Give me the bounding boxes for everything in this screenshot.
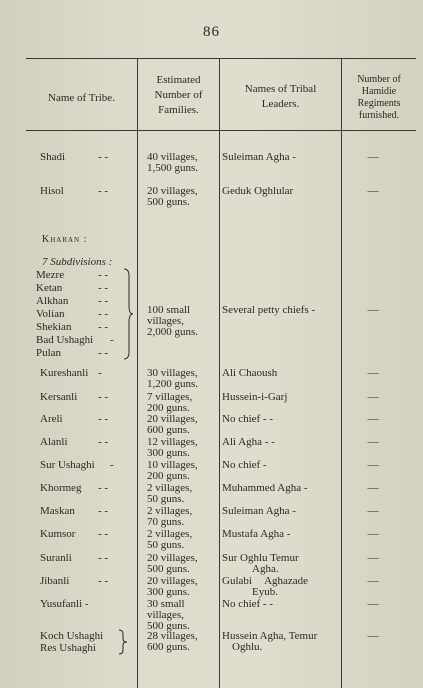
subdivision-name: Volian [36, 308, 65, 320]
leader-name: No chief - - [222, 598, 274, 610]
leader-dots: - - [98, 151, 109, 163]
regiments-value: — [367, 575, 379, 587]
table-top-rule [26, 58, 416, 59]
header-families: Estimated Number of Families. [154, 74, 203, 116]
subdivision-name: Bad Ushaghi [36, 334, 94, 346]
leader-name: Muhammed Agha - [222, 482, 308, 494]
regiments-value: — [367, 185, 379, 197]
families-value: 2 villages, 70 guns. [147, 505, 193, 528]
tribe-name: Kumsor [40, 528, 76, 540]
regiments-value: — [367, 552, 379, 564]
regiments-value: — [367, 630, 379, 642]
column-divider-3 [341, 58, 342, 688]
leader-dots: - - [98, 436, 109, 448]
leader-dots: - - [98, 321, 109, 333]
leader-name: Suleiman Agha - [222, 505, 296, 517]
leader-dots: - - [98, 505, 109, 517]
leader-dots: - - [98, 528, 109, 540]
column-divider-1 [137, 58, 138, 688]
families-value: 2 villages, 50 guns. [147, 482, 193, 505]
kharan-heading: Kharan : [42, 234, 88, 245]
tribe-name: Yusufanli - [40, 598, 89, 610]
leader-name: Geduk Oghlular [222, 185, 294, 197]
families-value: 20 villages, 600 guns. [147, 413, 198, 436]
families-value: 20 villages, 500 guns. [147, 552, 198, 575]
header-bottom-rule [26, 130, 416, 131]
leader-name: Ali Agha - - [222, 436, 275, 448]
regiments-value: — [367, 367, 379, 379]
families-value: 10 villages, 200 guns. [147, 459, 198, 482]
families-value: 2 villages, 50 guns. [147, 528, 193, 551]
leader-name: Gulabi Aghazade Eyub. [222, 575, 309, 598]
tribe-name: Suranli [40, 552, 72, 564]
families-value: 12 villages, 300 guns. [147, 436, 198, 459]
leader-dots: - - [98, 185, 109, 197]
leader-name: Sur Oghlu Temur Agha. [222, 552, 299, 575]
leader-name: No chief - - [222, 413, 274, 425]
tribe-name: Sur Ushaghi [40, 459, 95, 471]
families-value: 40 villages, 1,500 guns. [147, 151, 199, 174]
regiments-value: — [367, 528, 379, 540]
regiments-value: — [367, 459, 379, 471]
leader-dots: - - [98, 391, 109, 403]
tribe-name: Kersanli [40, 391, 78, 403]
leader-dots: - - [98, 575, 109, 587]
subdivision-name: Pulan [36, 347, 62, 359]
families-value: 20 villages, 300 guns. [147, 575, 198, 598]
tribe-name: Koch Ushaghi [40, 630, 104, 642]
subdivision-name: Ketan [36, 282, 63, 294]
subdivision-name: Alkhan [36, 295, 69, 307]
regiments-value: — [367, 391, 379, 403]
leader-dots: - - [98, 413, 109, 425]
leader-name: Suleiman Agha - [222, 151, 296, 163]
leader-name: Hussein-i-Garj [222, 391, 288, 403]
leader-name: No chief - [222, 459, 267, 471]
families-value: 30 villages, 1,200 guns. [147, 367, 199, 390]
regiments-value: — [367, 304, 379, 316]
tribe-name: Jibanli [40, 575, 70, 587]
subdivision-name: Mezre [36, 269, 65, 281]
leader-dots: - - [98, 295, 109, 307]
families-value: 100 small villages, 2,000 guns. [147, 304, 199, 338]
tribe-name: Shadi [40, 151, 66, 163]
leader-name: Hussein Agha, Temur Oghlu. [222, 630, 318, 653]
leader-dots: - [110, 459, 114, 471]
tribe-name: Res Ushaghi [40, 642, 96, 654]
header-leaders: Names of Tribal Leaders. [244, 83, 317, 110]
leader-dots: - - [98, 482, 109, 494]
header-tribe: Name of Tribe. [48, 92, 115, 104]
leader-name: Mustafa Agha - [222, 528, 291, 540]
tribe-name: Alanli [40, 436, 68, 448]
tribe-name: Hisol [40, 185, 64, 197]
regiments-value: — [367, 598, 379, 610]
leader-name: Ali Chaoush [222, 367, 278, 379]
families-value: 7 villages, 200 guns. [147, 391, 193, 414]
tribe-name: Areli [40, 413, 63, 425]
regiments-value: — [367, 436, 379, 448]
leader-dots: - [98, 367, 102, 379]
header-regiments: Number of Hamidie Regiments furnished. [357, 74, 401, 121]
regiments-value: — [367, 413, 379, 425]
leader-name: Several petty chiefs - [222, 304, 316, 316]
families-value: 30 small villages, 500 guns. [147, 598, 190, 632]
leader-dots: - - [98, 282, 109, 294]
leader-dots: - - [98, 347, 109, 359]
subdivision-name: Shekian [36, 321, 72, 333]
families-value: 20 villages, 500 guns. [147, 185, 198, 208]
subdivisions-heading: 7 Subdivisions : [42, 256, 113, 268]
subdivision-brace [122, 268, 134, 360]
page-number: 86 [203, 24, 220, 40]
families-value: 28 villages, 600 guns. [147, 630, 198, 653]
leader-dots: - [110, 334, 114, 346]
tribe-name: Kureshanli [40, 367, 89, 379]
tribe-group-brace [118, 629, 128, 655]
column-divider-2 [219, 58, 220, 688]
leader-dots: - - [98, 269, 109, 281]
leader-dots: - - [98, 308, 109, 320]
tribe-name: Maskan [40, 505, 75, 517]
tribe-name: Khormeg [40, 482, 82, 494]
regiments-value: — [367, 482, 379, 494]
regiments-value: — [367, 505, 379, 517]
regiments-value: — [367, 151, 379, 163]
leader-dots: - - [98, 552, 109, 564]
